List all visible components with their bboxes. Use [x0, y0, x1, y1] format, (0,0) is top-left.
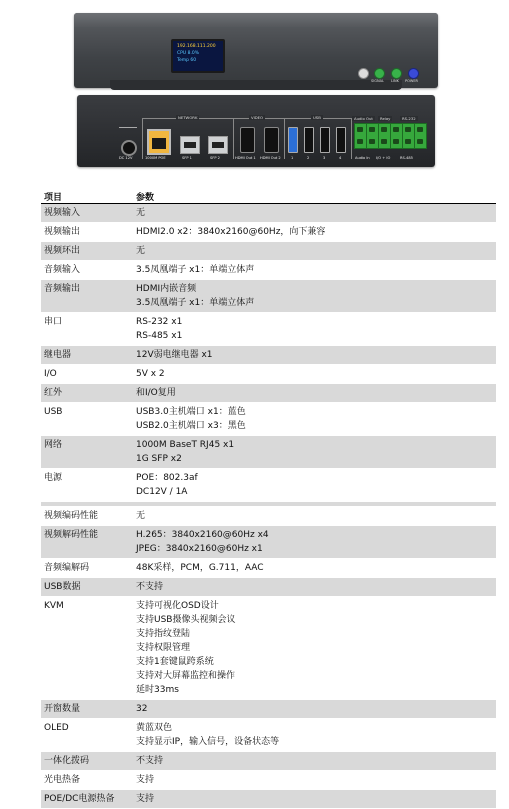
- spec-value-line: RS-485 x1: [136, 331, 183, 341]
- spec-key: POE/DC电源热备: [41, 790, 133, 809]
- table-row: [41, 507, 496, 526]
- spec-value-line: 延时33ms: [136, 685, 179, 695]
- spec-value-line: RS-232 x1: [136, 317, 183, 327]
- spec-value-line: 支持可视化OSD设计: [136, 601, 219, 611]
- spec-value: [133, 280, 496, 313]
- table-row: [41, 771, 496, 790]
- spec-value: [133, 346, 496, 365]
- table-row: [41, 403, 496, 436]
- table-row: [41, 280, 496, 313]
- spec-value: [133, 526, 496, 559]
- spec-value-line: 32: [136, 704, 148, 714]
- spec-value-line: 支持: [136, 794, 155, 804]
- spec-value: [133, 719, 496, 752]
- spec-value: [133, 313, 496, 346]
- spec-value-line: DC12V / 1A: [136, 487, 188, 497]
- spec-value-line: 不支持: [136, 756, 164, 766]
- spec-key: USB: [44, 407, 63, 417]
- spec-key: 网络: [41, 436, 133, 469]
- sfp1-port: [180, 136, 200, 154]
- spec-value: [133, 436, 496, 469]
- dc-polarity-icon: [119, 127, 137, 133]
- spec-value: [133, 597, 496, 700]
- oled-line-ip: 192.168.111.200: [177, 44, 216, 49]
- table-row: [41, 526, 496, 559]
- spec-key: 串口: [44, 317, 63, 327]
- spec-value: [133, 469, 496, 502]
- spec-key: 视频输出: [44, 227, 81, 237]
- spec-value-line: 5V x 2: [136, 369, 165, 379]
- sfp2-port-label: SFP 2: [210, 156, 220, 160]
- spec-key: USB数据: [41, 578, 133, 597]
- spec-key: KVM: [44, 601, 64, 611]
- sfp2-port: [208, 136, 228, 154]
- spec-value: [133, 261, 496, 280]
- spec-value-line: 12V弱电继电器 x1: [136, 350, 213, 360]
- header-param: 参数: [133, 189, 496, 204]
- table-row: [41, 384, 496, 403]
- spec-value: [133, 752, 496, 771]
- reset-button: [358, 68, 369, 79]
- hdmi1-port-label: HDMI Out 1: [235, 156, 256, 160]
- spec-value: [133, 223, 496, 242]
- table-row: [41, 578, 496, 597]
- hdmi-out-1-port: [240, 127, 255, 153]
- spec-key: 音频输出: [41, 280, 133, 313]
- spec-value-line: 支持: [136, 775, 155, 785]
- spec-value-line: 无: [136, 208, 146, 218]
- table-row: [41, 700, 496, 719]
- rs485-label: RS-485: [400, 156, 413, 160]
- usb-port-2-label: 2: [307, 156, 310, 160]
- spec-value-line: 和I/O复用: [136, 388, 176, 398]
- terminal-block-6: [414, 123, 427, 149]
- spec-value: [133, 384, 496, 403]
- spec-value-line: 48K采样，PCM，G.711，AAC: [136, 563, 264, 573]
- audio-in-label: Audio In: [355, 156, 370, 160]
- spec-value: [133, 507, 496, 526]
- sfp1-port-label: SFP 1: [182, 156, 192, 160]
- spec-value: [133, 242, 496, 261]
- spec-key: 视频环出: [41, 242, 133, 261]
- usb-port-1-label: 1: [291, 156, 294, 160]
- table-row: [41, 313, 496, 346]
- link-led: [391, 68, 402, 79]
- spec-value-line: 1000M BaseT RJ45 x1: [136, 440, 235, 450]
- spec-value-line: USB3.0主机端口 x1：蓝色: [136, 407, 246, 417]
- spec-key: 音频编解码: [44, 563, 90, 573]
- usb-section-label: USB: [313, 115, 321, 120]
- power-led: [408, 68, 419, 79]
- spec-value-line: JPEG：3840x2160@60Hz x1: [136, 544, 263, 554]
- power-label: POWER: [405, 79, 418, 83]
- table-row: [41, 204, 496, 223]
- spec-value-line: HDMI2.0 x2：3840x2160@60Hz，向下兼容: [136, 227, 326, 237]
- spec-table-header: [41, 189, 496, 204]
- spec-value-line: 支持1套键鼠跨系统: [136, 657, 214, 667]
- table-row: [41, 346, 496, 365]
- spec-key: 光电热备: [44, 775, 81, 785]
- spec-key: 视频解码性能: [41, 526, 133, 559]
- spec-value-line: USB2.0主机端口 x3：黑色: [136, 421, 246, 431]
- spec-value-line: 无: [136, 246, 146, 256]
- table-row: [41, 469, 496, 502]
- spec-value-line: 支持显示IP，输入信号，设备状态等: [136, 737, 280, 747]
- hdmi-out-2-port: [264, 127, 279, 153]
- spec-key: 一体化拨码: [41, 752, 133, 771]
- spec-value: [133, 771, 496, 790]
- spec-key: 视频输入: [41, 204, 133, 223]
- table-row: [41, 223, 496, 242]
- dc-port-label: DC 12V: [119, 156, 133, 160]
- oled-line-cpu: CPU 8.0%: [177, 51, 200, 56]
- usb3-port: [288, 127, 298, 153]
- signal-led: [374, 68, 385, 79]
- spec-value-line: 3.5凤凰端子 x1：单端立体声: [136, 298, 255, 308]
- spec-table-body: [41, 204, 496, 809]
- spec-key: OLED: [44, 723, 69, 733]
- usb2-port-2: [320, 127, 330, 153]
- spec-value-line: 支持指纹登陆: [136, 629, 191, 639]
- spec-key: 电源: [44, 473, 63, 483]
- device-front-top: [74, 13, 438, 27]
- table-row: [41, 242, 496, 261]
- spec-key: 继电器: [41, 346, 133, 365]
- table-row: [41, 597, 496, 700]
- spec-value-line: 不支持: [136, 582, 164, 592]
- spec-key: 音频输入: [44, 265, 81, 275]
- spec-key: 开窗数量: [41, 700, 133, 719]
- spec-value-line: 3.5凤凰端子 x1：单端立体声: [136, 265, 255, 275]
- spec-value-line: 黄蓝双色: [136, 723, 173, 733]
- table-row: [41, 365, 496, 384]
- table-row: [41, 719, 496, 752]
- rj45-port-label: 1000M POE: [145, 156, 166, 160]
- dc-power-jack: [121, 140, 137, 156]
- table-row: [41, 559, 496, 578]
- spec-value: [133, 204, 496, 223]
- spec-value-line: 无: [136, 511, 146, 521]
- signal-label: SIGNAL: [371, 79, 384, 83]
- spec-value-line: 1G SFP x2: [136, 454, 182, 464]
- spec-value-line: H.265：3840x2160@60Hz x4: [136, 530, 269, 540]
- spec-value: [133, 578, 496, 597]
- oled-display: [171, 39, 225, 73]
- spec-value: [133, 559, 496, 578]
- table-row: [41, 790, 496, 809]
- spec-value: [133, 700, 496, 719]
- table-row: [41, 436, 496, 469]
- table-row: [41, 261, 496, 280]
- usb2-port-3: [336, 127, 346, 153]
- relay-label: Relay: [380, 116, 391, 121]
- spec-value-line: 支持权限管理: [136, 643, 191, 653]
- usb-port-3-label: 3: [323, 156, 326, 160]
- spec-key: I/O: [44, 369, 57, 379]
- network-section-label: NETWORK: [178, 115, 198, 120]
- spec-table: [41, 189, 496, 809]
- spec-value-line: 支持USB摄像头视频会议: [136, 615, 236, 625]
- rs232-label: RS-232: [402, 116, 416, 121]
- spec-key: 视频编码性能: [44, 511, 99, 521]
- spec-key: 红外: [41, 384, 133, 403]
- io-label: I/O + IO: [376, 156, 391, 160]
- spec-value-line: 支持对大屏幕监控和操作: [136, 671, 236, 681]
- spec-value: [133, 403, 496, 436]
- usb-port-4-label: 4: [339, 156, 342, 160]
- oled-line-temp: Temp 60: [177, 58, 197, 63]
- spec-value-line: HDMI内嵌音频: [136, 284, 197, 294]
- table-row: [41, 752, 496, 771]
- usb2-port-1: [304, 127, 314, 153]
- link-label: LINK: [391, 79, 399, 83]
- device-front-base: [110, 80, 402, 90]
- audio-out-label: Audio Out: [354, 116, 373, 121]
- product-images: [0, 0, 509, 185]
- hdmi2-port-label: HDMI Out 2: [260, 156, 281, 160]
- spec-value: [133, 365, 496, 384]
- spec-value-line: POE：802.3af: [136, 473, 198, 483]
- spec-value: [133, 790, 496, 809]
- rj45-port: [147, 129, 171, 155]
- header-item: 项目: [41, 189, 133, 204]
- video-section-label: VIDEO: [251, 115, 264, 120]
